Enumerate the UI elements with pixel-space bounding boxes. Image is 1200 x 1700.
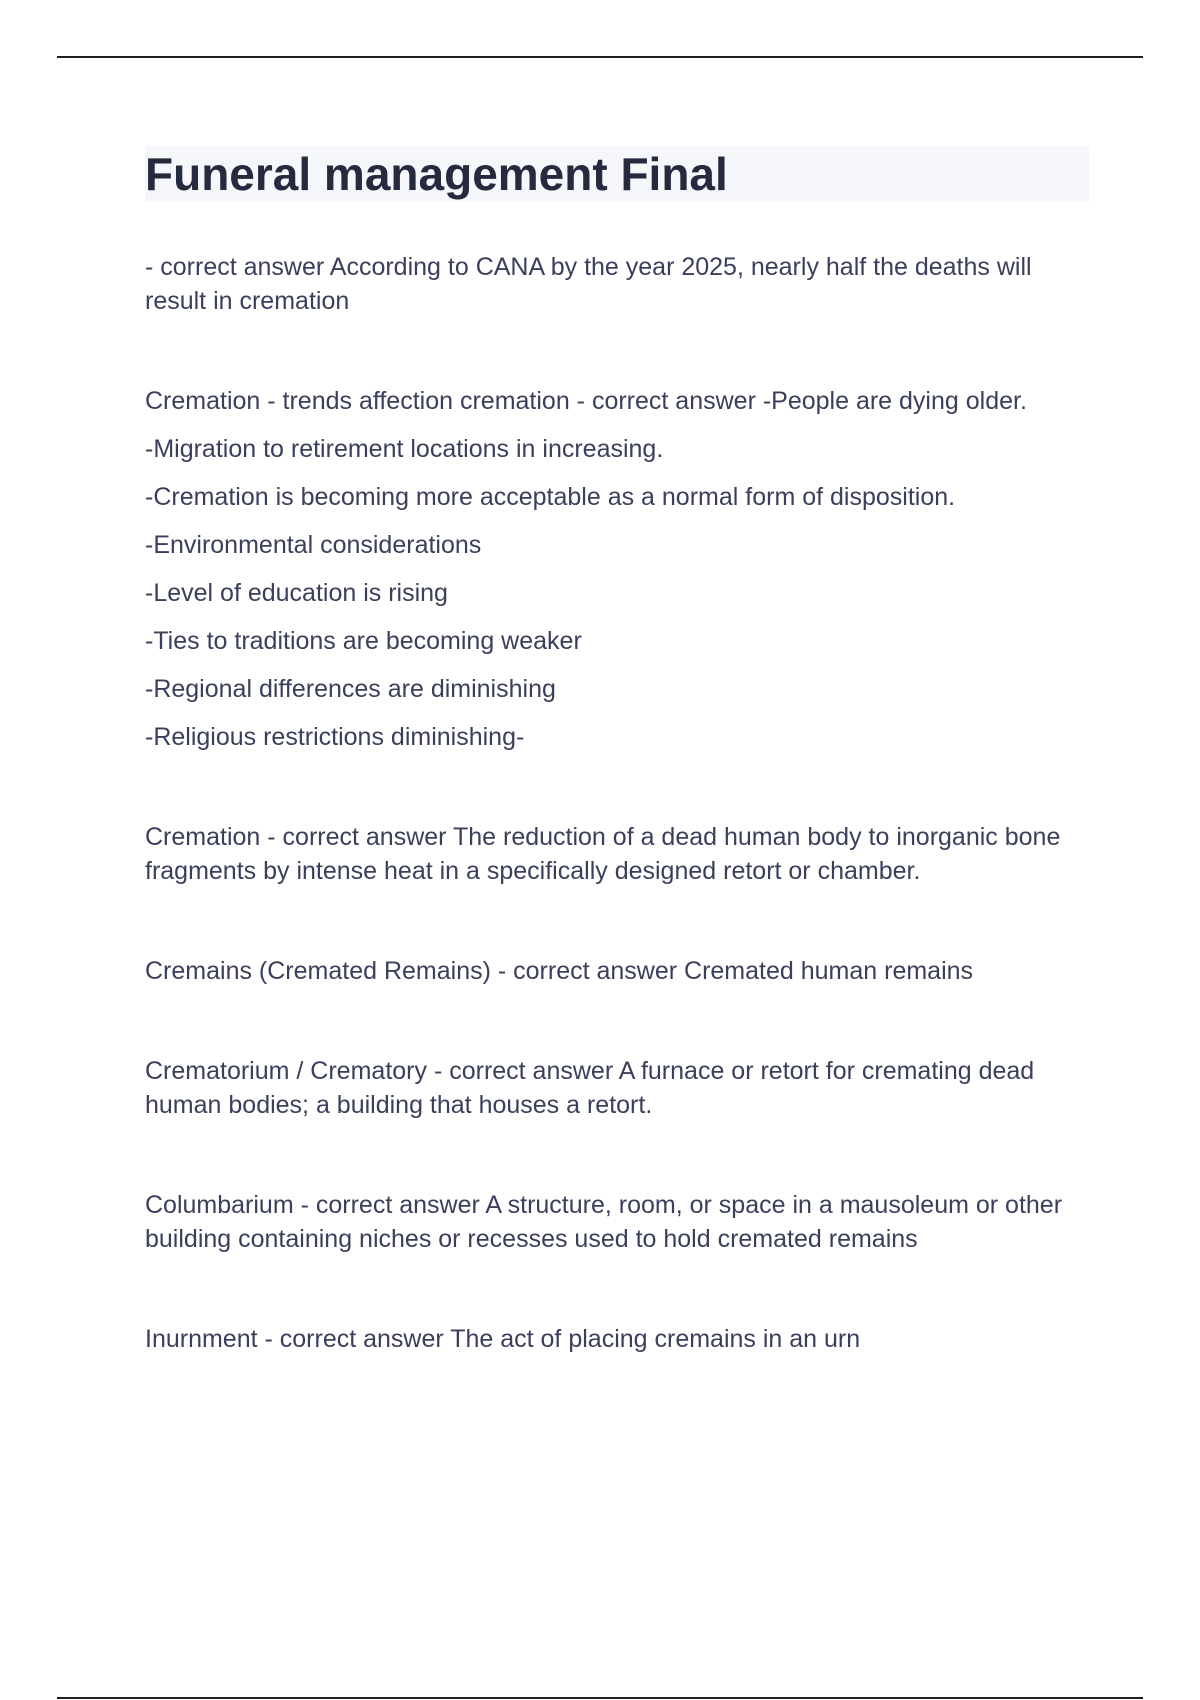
entry-text: Inurnment - correct answer The act of placing cremains in an urn: [145, 1325, 861, 1353]
qa-entry-cremation-definition: [145, 820, 1089, 888]
qa-entry-inurnment: [145, 1322, 1089, 1356]
qa-entry-crematorium: [145, 1054, 1089, 1122]
entry-text: Crematorium / Crematory - correct answer A furnace or retort for cremating dead human bodies; a building that houses a retort.: [145, 1057, 1035, 1119]
entry-bullet: -Regional differences are diminishing: [145, 675, 556, 703]
document-body: [145, 250, 1089, 1356]
entry-bullet: -Cremation is becoming more acceptable as a normal form of disposition.: [145, 483, 956, 511]
top-divider: [57, 56, 1143, 58]
entry-bullet: -Environmental considerations: [145, 531, 482, 559]
entry-bullet: -Migration to retirement locations in increasing.: [145, 435, 664, 463]
entry-bullet: -Level of education is rising: [145, 579, 448, 607]
entry-text: Cremation - correct answer The reduction of a dead human body to inorganic bone fragments by intense heat in a specifically designed retort or chamber.: [145, 823, 1061, 885]
entry-text: Cremation - trends affection cremation - correct answer -People are dying older.: [145, 387, 1027, 415]
qa-entry-cremation-trends: [145, 384, 1089, 754]
entry-text: - correct answer According to CANA by the year 2025, nearly half the deaths will result in cremation: [145, 253, 1032, 315]
entry-text: Columbarium - correct answer A structure, room, or space in a mausoleum or other building containing niches or recesses used to hold cremated remains: [145, 1191, 1063, 1253]
qa-entry-columbarium: [145, 1188, 1089, 1256]
title-block: [145, 146, 1089, 202]
bottom-divider: [57, 1697, 1143, 1699]
page-title: Funeral management Final: [145, 148, 728, 200]
entry-bullet: -Religious restrictions diminishing-: [145, 723, 525, 751]
entry-bullet: -Ties to traditions are becoming weaker: [145, 627, 582, 655]
entry-text: Cremains (Cremated Remains) - correct answer Cremated human remains: [145, 957, 974, 985]
qa-entry-cremains: [145, 954, 1089, 988]
qa-entry-cana: [145, 250, 1089, 318]
